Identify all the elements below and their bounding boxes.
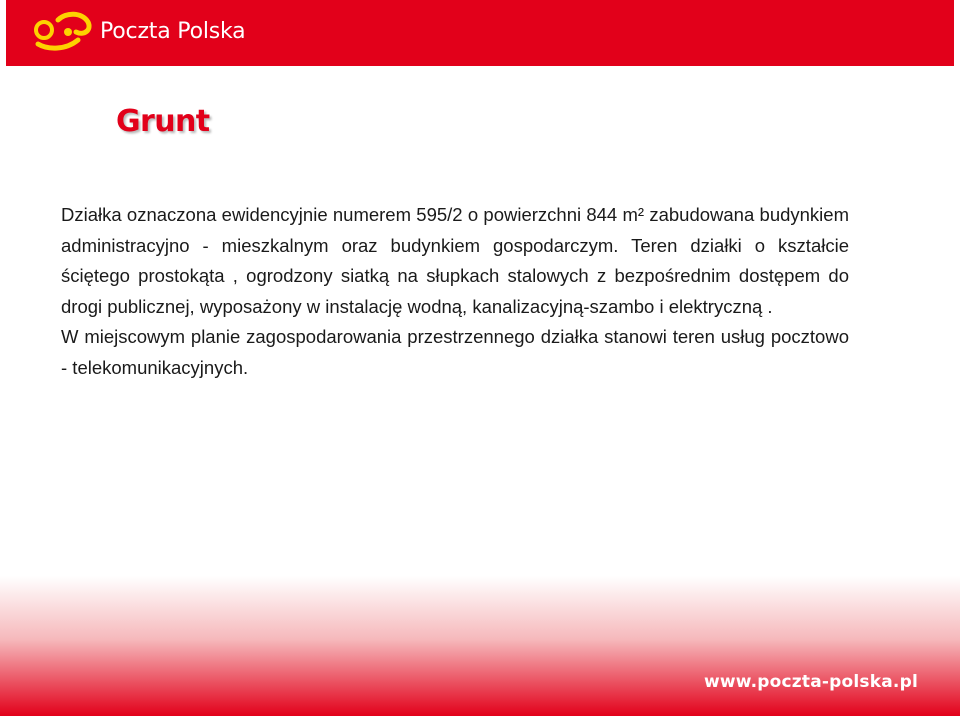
paragraph-zoning: W miejscowym planie zagospodarowania przestrzennego działka stanowi teren usług pocztowo - telekomunikacyjnych. (61, 326, 849, 378)
paragraph-description: Działka oznaczona ewidencyjnie numerem 595/2 o powierzchni 844 m² zabudowana budynkiem administracyjno - mieszkalnym oraz budynkiem gospodarczym. Teren działki o kształcie ściętego prostokąta , ogrodzony siatką na słupkach stalowych z bezpośrednim dostępem do drogi publicznej, wyposażony w instalację wodną, kanalizacyjną-szambo i elektryczną . (61, 204, 849, 317)
footer-band (0, 576, 960, 716)
posthorn-icon (30, 10, 96, 54)
footer-url[interactable]: www.poczta-polska.pl (704, 672, 918, 692)
brand-name: Poczta Polska (100, 19, 246, 44)
header-bar (6, 0, 954, 66)
poczta-polska-logo[interactable] (30, 8, 260, 58)
slide-title: Grunt (116, 104, 210, 139)
slide-body (61, 200, 849, 383)
